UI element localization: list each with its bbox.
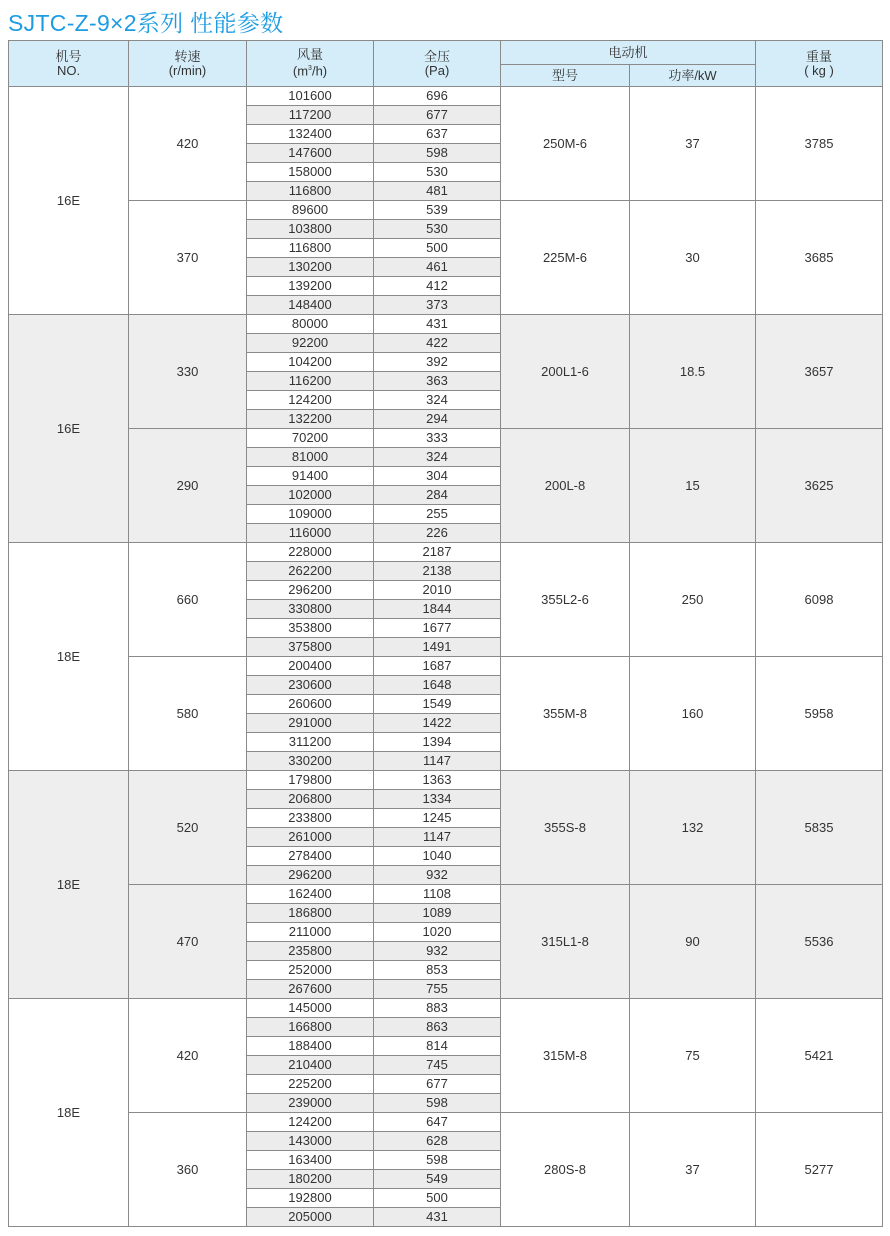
airflow-value: 179800 (247, 771, 374, 790)
pressure-value: 363 (374, 372, 501, 391)
weight-value: 5536 (756, 885, 883, 999)
airflow-value: 132400 (247, 125, 374, 144)
motor-power: 37 (630, 1113, 756, 1227)
table-body (9, 87, 883, 1227)
weight-value: 6098 (756, 543, 883, 657)
airflow-value: 252000 (247, 961, 374, 980)
table-row (9, 771, 883, 790)
header-flow-unit-post: /h) (311, 63, 328, 79)
pressure-value: 637 (374, 125, 501, 144)
pressure-value: 2010 (374, 581, 501, 600)
airflow-value: 80000 (247, 315, 374, 334)
table-row (9, 657, 883, 676)
header-speed-label: 转速 (174, 48, 201, 64)
airflow-value: 117200 (247, 106, 374, 125)
pressure-value: 598 (374, 1151, 501, 1170)
airflow-value: 311200 (247, 733, 374, 752)
header-pressure (374, 41, 501, 87)
airflow-value: 116800 (247, 182, 374, 201)
pressure-value: 1147 (374, 828, 501, 847)
pressure-value: 422 (374, 334, 501, 353)
pressure-value: 549 (374, 1170, 501, 1189)
header-no (9, 41, 129, 87)
pressure-value: 373 (374, 296, 501, 315)
table-row (9, 429, 883, 448)
airflow-value: 148400 (247, 296, 374, 315)
airflow-value: 330200 (247, 752, 374, 771)
pressure-value: 755 (374, 980, 501, 999)
airflow-value: 239000 (247, 1094, 374, 1113)
airflow-value: 147600 (247, 144, 374, 163)
pressure-value: 598 (374, 1094, 501, 1113)
airflow-value: 103800 (247, 220, 374, 239)
pressure-value: 530 (374, 220, 501, 239)
airflow-value: 116200 (247, 372, 374, 391)
airflow-value: 330800 (247, 600, 374, 619)
airflow-value: 186800 (247, 904, 374, 923)
airflow-value: 162400 (247, 885, 374, 904)
machine-no: 18E (9, 771, 129, 999)
airflow-value: 163400 (247, 1151, 374, 1170)
pressure-value: 1648 (374, 676, 501, 695)
pressure-value: 1677 (374, 619, 501, 638)
airflow-value: 296200 (247, 581, 374, 600)
table-row (9, 315, 883, 334)
pressure-value: 1108 (374, 885, 501, 904)
airflow-value: 267600 (247, 980, 374, 999)
pressure-value: 294 (374, 410, 501, 429)
header-flow-label: 风量 (296, 47, 323, 63)
header-motor-model: 型号 (501, 65, 630, 87)
header-flow (247, 41, 374, 87)
airflow-value: 225200 (247, 1075, 374, 1094)
airflow-value: 200400 (247, 657, 374, 676)
motor-model: 225M-6 (501, 201, 630, 315)
header-motor: 电动机 (501, 41, 756, 65)
weight-value: 5835 (756, 771, 883, 885)
airflow-value: 124200 (247, 1113, 374, 1132)
pressure-value: 500 (374, 1189, 501, 1208)
airflow-value: 143000 (247, 1132, 374, 1151)
motor-power: 18.5 (630, 315, 756, 429)
airflow-value: 230600 (247, 676, 374, 695)
airflow-value: 132200 (247, 410, 374, 429)
header-speed (129, 41, 247, 87)
airflow-value: 206800 (247, 790, 374, 809)
header-weight (756, 41, 883, 87)
motor-model: 250M-6 (501, 87, 630, 201)
airflow-value: 188400 (247, 1037, 374, 1056)
pressure-value: 1844 (374, 600, 501, 619)
airflow-value: 70200 (247, 429, 374, 448)
pressure-value: 647 (374, 1113, 501, 1132)
pressure-value: 284 (374, 486, 501, 505)
pressure-value: 461 (374, 258, 501, 277)
pressure-value: 1334 (374, 790, 501, 809)
machine-no: 18E (9, 543, 129, 771)
pressure-value: 863 (374, 1018, 501, 1037)
pressure-value: 853 (374, 961, 501, 980)
pressure-value: 677 (374, 1075, 501, 1094)
airflow-value: 81000 (247, 448, 374, 467)
speed-rpm: 660 (129, 543, 247, 657)
pressure-value: 814 (374, 1037, 501, 1056)
header-no-en: NO. (56, 62, 81, 78)
motor-power: 75 (630, 999, 756, 1113)
weight-value: 5277 (756, 1113, 883, 1227)
weight-value: 5958 (756, 657, 883, 771)
speed-rpm: 420 (129, 87, 247, 201)
speed-rpm: 290 (129, 429, 247, 543)
weight-value: 3657 (756, 315, 883, 429)
airflow-value: 228000 (247, 543, 374, 562)
motor-power: 90 (630, 885, 756, 999)
pressure-value: 431 (374, 1208, 501, 1227)
pressure-value: 696 (374, 87, 501, 106)
speed-rpm: 580 (129, 657, 247, 771)
airflow-value: 91400 (247, 467, 374, 486)
table-row (9, 543, 883, 562)
speed-rpm: 360 (129, 1113, 247, 1227)
motor-power: 30 (630, 201, 756, 315)
pressure-value: 1687 (374, 657, 501, 676)
speed-rpm: 370 (129, 201, 247, 315)
pressure-value: 1020 (374, 923, 501, 942)
pressure-value: 1422 (374, 714, 501, 733)
page-title: SJTC-Z-9×2系列 性能参数 (8, 10, 284, 36)
airflow-value: 278400 (247, 847, 374, 866)
motor-power: 250 (630, 543, 756, 657)
pressure-value: 598 (374, 144, 501, 163)
pressure-value: 2138 (374, 562, 501, 581)
speed-rpm: 420 (129, 999, 247, 1113)
airflow-value: 192800 (247, 1189, 374, 1208)
airflow-value: 116800 (247, 239, 374, 258)
weight-value: 3785 (756, 87, 883, 201)
airflow-value: 260600 (247, 695, 374, 714)
table-row (9, 201, 883, 220)
pressure-value: 226 (374, 524, 501, 543)
airflow-value: 211000 (247, 923, 374, 942)
weight-value: 5421 (756, 999, 883, 1113)
airflow-value: 375800 (247, 638, 374, 657)
header-speed-unit: (r/min) (168, 62, 207, 78)
pressure-value: 745 (374, 1056, 501, 1075)
header-flow-unit: (m (292, 63, 309, 79)
airflow-value: 233800 (247, 809, 374, 828)
table-row (9, 999, 883, 1018)
weight-value: 3685 (756, 201, 883, 315)
airflow-value: 296200 (247, 866, 374, 885)
pressure-value: 324 (374, 448, 501, 467)
pressure-value: 1394 (374, 733, 501, 752)
airflow-value: 139200 (247, 277, 374, 296)
pressure-value: 255 (374, 505, 501, 524)
airflow-value: 92200 (247, 334, 374, 353)
pressure-value: 392 (374, 353, 501, 372)
airflow-value: 116000 (247, 524, 374, 543)
table-row (9, 1113, 883, 1132)
pressure-value: 677 (374, 106, 501, 125)
pressure-value: 333 (374, 429, 501, 448)
machine-no: 16E (9, 315, 129, 543)
pressure-value: 1491 (374, 638, 501, 657)
motor-model: 355S-8 (501, 771, 630, 885)
airflow-value: 145000 (247, 999, 374, 1018)
airflow-value: 261000 (247, 828, 374, 847)
pressure-value: 1147 (374, 752, 501, 771)
weight-value: 3625 (756, 429, 883, 543)
pressure-value: 324 (374, 391, 501, 410)
header-weight-unit: ( kg ) (804, 62, 834, 78)
pressure-value: 1040 (374, 847, 501, 866)
motor-model: 200L-8 (501, 429, 630, 543)
performance-table (8, 40, 883, 1227)
pressure-value: 412 (374, 277, 501, 296)
header-pressure-label: 全压 (423, 48, 450, 64)
airflow-value: 205000 (247, 1208, 374, 1227)
motor-model: 280S-8 (501, 1113, 630, 1227)
airflow-value: 353800 (247, 619, 374, 638)
motor-model: 355L2-6 (501, 543, 630, 657)
airflow-value: 109000 (247, 505, 374, 524)
pressure-value: 932 (374, 942, 501, 961)
airflow-value: 210400 (247, 1056, 374, 1075)
speed-rpm: 470 (129, 885, 247, 999)
pressure-value: 628 (374, 1132, 501, 1151)
machine-no: 16E (9, 87, 129, 315)
speed-rpm: 520 (129, 771, 247, 885)
pressure-value: 1245 (374, 809, 501, 828)
header-flow-unit-sup: 3 (308, 65, 312, 73)
pressure-value: 431 (374, 315, 501, 334)
pressure-value: 539 (374, 201, 501, 220)
pressure-value: 932 (374, 866, 501, 885)
pressure-value: 1363 (374, 771, 501, 790)
airflow-value: 166800 (247, 1018, 374, 1037)
airflow-value: 89600 (247, 201, 374, 220)
airflow-value: 104200 (247, 353, 374, 372)
header-motor-power: 功率/kW (630, 65, 756, 87)
pressure-value: 530 (374, 163, 501, 182)
table-row (9, 885, 883, 904)
airflow-value: 102000 (247, 486, 374, 505)
machine-no: 18E (9, 999, 129, 1227)
airflow-value: 180200 (247, 1170, 374, 1189)
airflow-value: 124200 (247, 391, 374, 410)
motor-model: 315L1-8 (501, 885, 630, 999)
airflow-value: 101600 (247, 87, 374, 106)
pressure-value: 883 (374, 999, 501, 1018)
header-weight-label: 重量 (806, 48, 833, 64)
pressure-value: 500 (374, 239, 501, 258)
pressure-value: 304 (374, 467, 501, 486)
pressure-value: 1089 (374, 904, 501, 923)
airflow-value: 235800 (247, 942, 374, 961)
airflow-value: 130200 (247, 258, 374, 277)
header-pressure-unit: (Pa) (424, 62, 450, 78)
motor-power: 132 (630, 771, 756, 885)
airflow-value: 262200 (247, 562, 374, 581)
motor-power: 15 (630, 429, 756, 543)
table-row (9, 87, 883, 106)
pressure-value: 1549 (374, 695, 501, 714)
motor-power: 160 (630, 657, 756, 771)
speed-rpm: 330 (129, 315, 247, 429)
motor-model: 200L1-6 (501, 315, 630, 429)
motor-power: 37 (630, 87, 756, 201)
motor-model: 315M-8 (501, 999, 630, 1113)
pressure-value: 481 (374, 182, 501, 201)
pressure-value: 2187 (374, 543, 501, 562)
motor-model: 355M-8 (501, 657, 630, 771)
airflow-value: 291000 (247, 714, 374, 733)
header-no-label: 机号 (55, 48, 82, 64)
airflow-value: 158000 (247, 163, 374, 182)
